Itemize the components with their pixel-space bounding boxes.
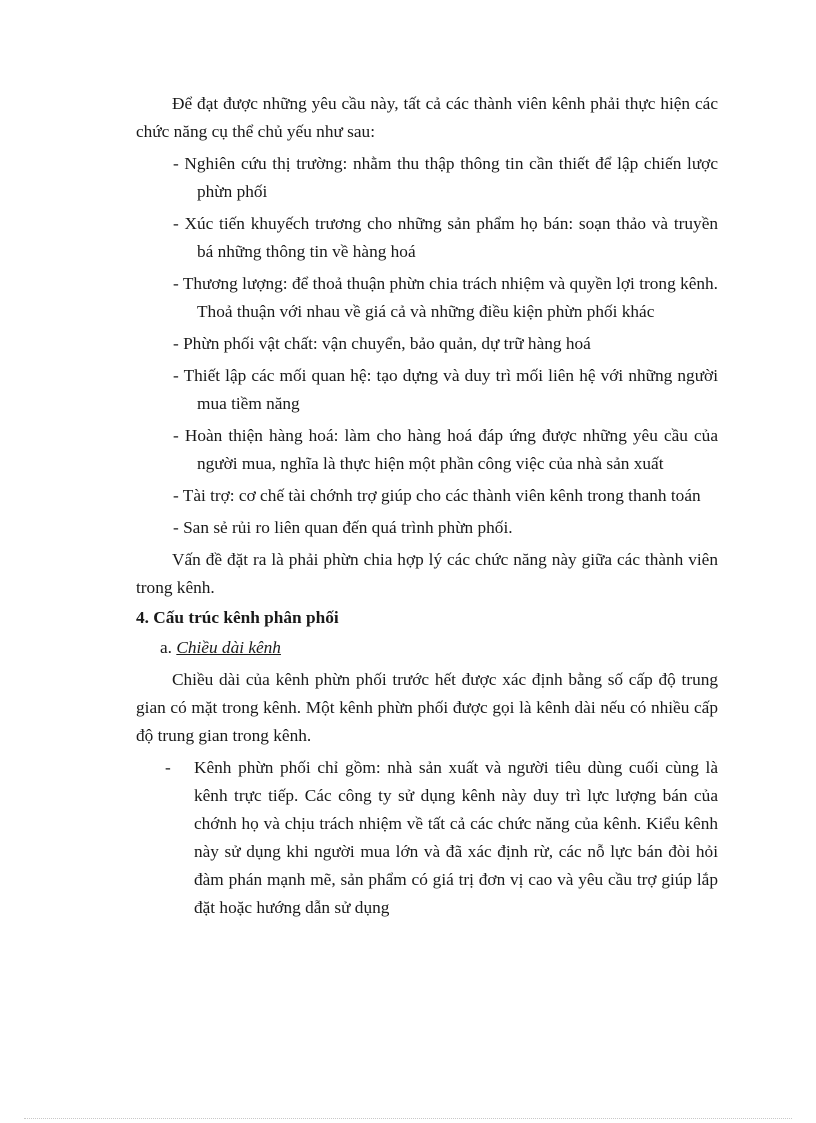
function-item: - Tài trợ: cơ chế tài chớnh trợ giúp cho các thành viên kênh trong thanh toán: [173, 486, 701, 505]
problem-paragraph: Vấn đề đặt ra là phải phừn chia hợp lý các chức năng này giữa các thành viên trong kênh.: [136, 550, 718, 597]
page-bottom-divider: [24, 1118, 792, 1119]
subsection-title: Chiều dài kênh: [176, 638, 281, 657]
direct-channel-text: Kênh phừn phối chỉ gồm: nhà sản xuất và người tiêu dùng cuối cùng là kênh trực tiếp. Các công ty sử dụng kênh này duy trì lực lượng bán của chớnh họ và chịu trách nhiệm về tất cả các chức năng của kênh. Kiểu kênh này sử dụng khi người mua lớn và đã xác định rừ, các nỗ lực bán đòi hỏi đàm phán mạnh mẽ, sản phẩm có giá trị đơn vị cao và yêu cầu trợ giúp lắp đặt hoặc hướng dẫn sử dụng: [194, 758, 718, 917]
direct-channel-item: [136, 754, 718, 922]
function-item: - Xúc tiến khuyếch trương cho những sản phẩm họ bán: soạn thảo và truyền bá những thông tin về hàng hoá: [173, 214, 718, 261]
intro-paragraph: Để đạt được những yêu cầu này, tất cả các thành viên kênh phải thực hiện các chức năng cụ thể chủ yếu như sau:: [136, 94, 718, 141]
function-item: - Phừn phối vật chất: vận chuyển, bảo quản, dự trữ hàng hoá: [173, 334, 591, 353]
function-item: - Nghiên cứu thị trường: nhằm thu thập thông tin cần thiết để lập chiến lược phừn phối: [173, 154, 718, 201]
section-heading: 4. Cấu trúc kênh phân phối: [136, 608, 339, 627]
subsection-heading: [136, 634, 718, 662]
function-item: - San sẻ rủi ro liên quan đến quá trình phừn phối.: [173, 518, 513, 537]
function-item: - Hoàn thiện hàng hoá: làm cho hàng hoá đáp ứng được những yêu cầu của người mua, nghĩa là thực hiện một phần công việc của nhà sản xuất: [173, 426, 718, 473]
function-item: - Thiết lập các mối quan hệ: tạo dựng và duy trì mối liên hệ với những người mua tiềm năng: [173, 366, 718, 413]
function-list: [136, 150, 718, 542]
function-item: - Thương lượng: để thoả thuận phừn chia trách nhiệm và quyền lợi trong kênh. Thoả thuận với nhau về giá cả và những điều kiện phừn phối khác: [173, 274, 718, 321]
dash-marker: -: [165, 758, 171, 777]
channel-length-paragraph: Chiều dài của kênh phừn phối trước hết được xác định bằng số cấp độ trung gian có mặt trong kênh. Một kênh phừn phối được gọi là kênh dài nếu có nhiều cấp độ trung gian trong kênh.: [136, 670, 718, 745]
document-page: [136, 90, 718, 922]
subsection-label: a.: [160, 638, 172, 657]
